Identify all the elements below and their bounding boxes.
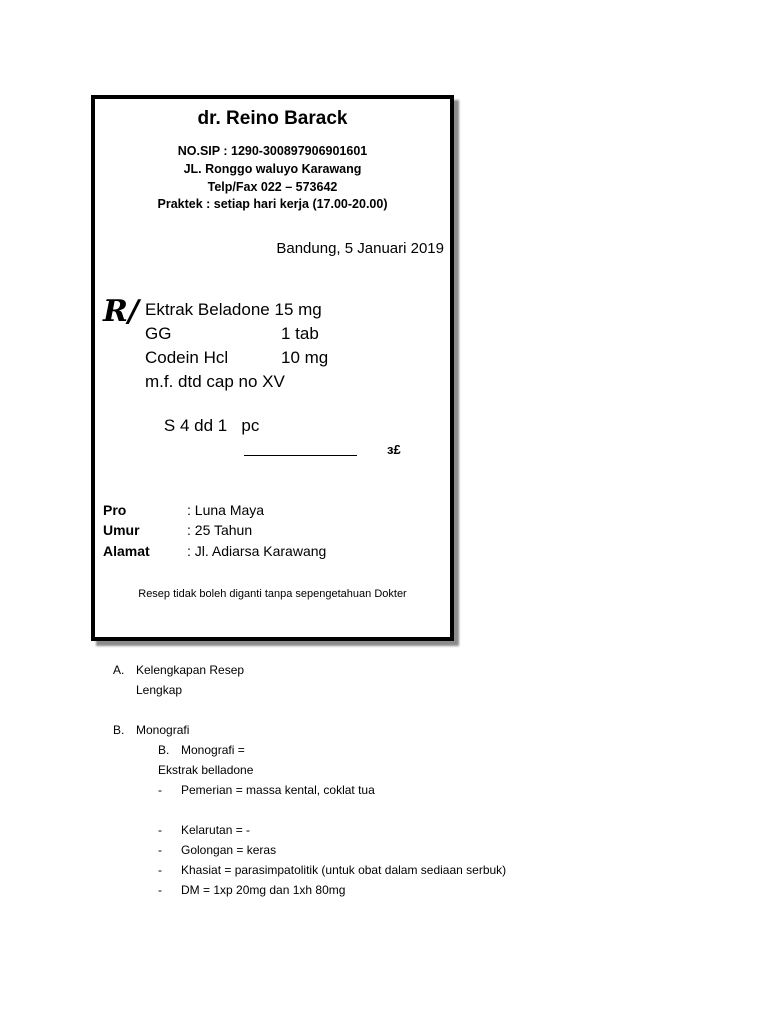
- list-item: Khasiat = parasimpatolitik (untuk obat dalam sediaan serbuk): [181, 863, 507, 877]
- signature-mark: ɜ£: [387, 442, 401, 457]
- rx-item-name: S 4 dd 1 pc: [163, 416, 260, 435]
- patient-label: Alamat: [103, 543, 150, 559]
- section-a-title: Kelengkapan Resep: [136, 663, 245, 677]
- list-item: Golongan = keras: [181, 843, 277, 857]
- list-item: Pemerian = massa kental, coklat tua: [181, 783, 375, 797]
- bullet-marker: -: [158, 783, 162, 797]
- rx-item: [145, 348, 329, 368]
- practice-address: JL. Ronggo waluyo Karawang: [183, 162, 362, 176]
- monograph-subject: Ekstrak belladone: [158, 763, 254, 777]
- section-b-marker: B.: [113, 723, 125, 737]
- rx-item: [145, 372, 285, 392]
- patient-label: Umur: [103, 522, 140, 538]
- section-a-value: Lengkap: [136, 683, 183, 697]
- section-b-title: Monografi: [136, 723, 190, 737]
- rx-item: [145, 396, 259, 456]
- rx-item-name: Codein Hcl: [145, 348, 229, 367]
- bullet-marker: -: [158, 863, 162, 877]
- rx-item-qty: 10 mg: [281, 348, 329, 367]
- prescription-card: [91, 95, 454, 641]
- bullet-marker: -: [158, 883, 162, 897]
- rx-item-qty: 1 tab: [281, 324, 319, 343]
- bullet-marker: -: [158, 823, 162, 837]
- rx-item-name: GG: [145, 324, 172, 343]
- rx-item: [145, 300, 322, 320]
- subsection-b-title: Monografi =: [181, 743, 245, 757]
- sip-number: NO.SIP : 1290-300897906901601: [177, 144, 368, 158]
- place-date: Bandung, 5 Januari 2019: [276, 240, 444, 257]
- patient-value: : 25 Tahun: [187, 522, 253, 538]
- phone-fax: Telp/Fax 022 – 573642: [207, 180, 338, 194]
- patient-value: : Luna Maya: [187, 502, 265, 518]
- rx-item: [145, 324, 319, 344]
- patient-label: Pro: [103, 502, 127, 518]
- rx-item-name: m.f. dtd cap no XV: [145, 372, 285, 391]
- subsection-b-marker: B.: [158, 743, 170, 757]
- prescription-footer-note: Resep tidak boleh diganti tanpa sepengetahuan Dokter: [138, 588, 407, 600]
- list-item: DM = 1xp 20mg dan 1xh 80mg: [181, 883, 346, 897]
- rx-item-qty: 15 mg: [274, 300, 322, 319]
- list-item: Kelarutan = -: [181, 823, 251, 837]
- patient-value: : Jl. Adiarsa Karawang: [187, 543, 327, 559]
- rx-item-name: Ektrak Beladone: [145, 300, 270, 319]
- rx-symbol: R/: [103, 294, 139, 329]
- doctor-name: dr. Reino Barack: [197, 108, 348, 129]
- bullet-marker: -: [158, 843, 162, 857]
- signature-line: [244, 455, 357, 456]
- section-a-marker: A.: [113, 663, 125, 677]
- practice-hours: Praktek : setiap hari kerja (17.00-20.00): [157, 197, 388, 211]
